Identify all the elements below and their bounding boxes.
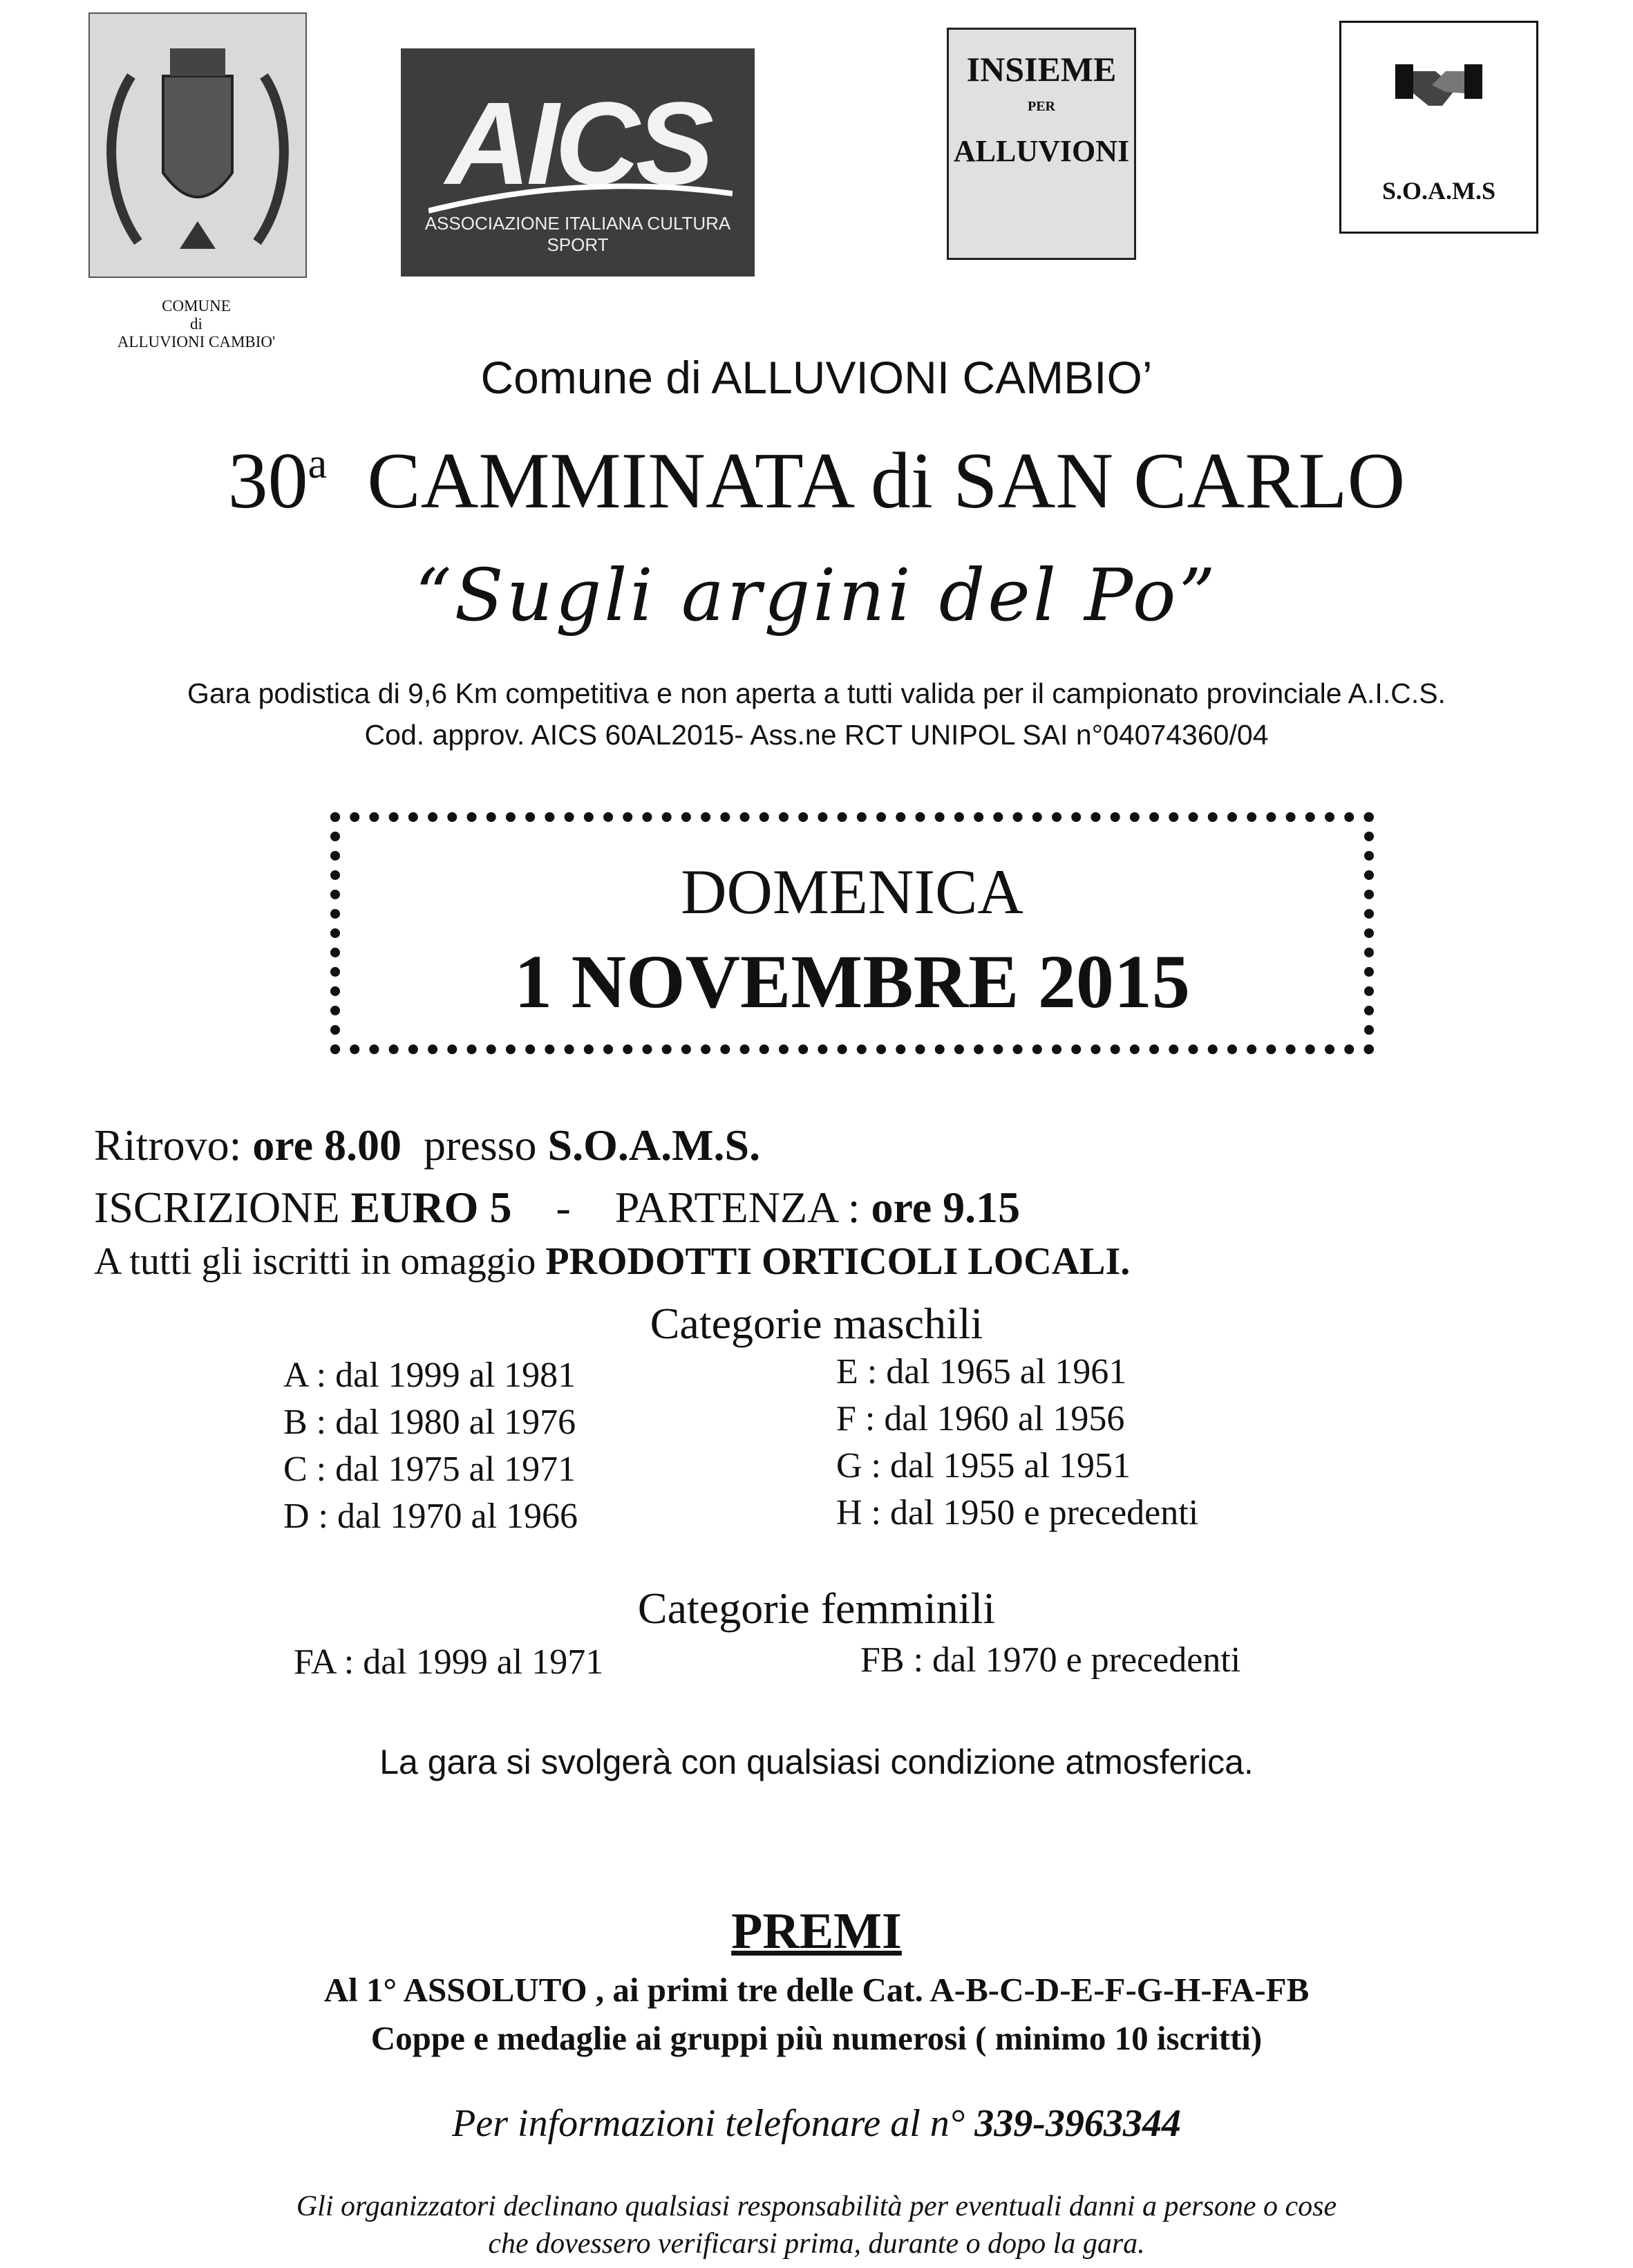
aics-subtitle: ASSOCIAZIONE ITALIANA CULTURA SPORT	[424, 213, 731, 255]
event-number: 30	[227, 437, 308, 525]
crest-caption	[88, 297, 304, 351]
prizes-line: Al 1° ASSOLUTO , ai primi tre delle Cat. A-B-C-D-E-F-G-H-FA-FB	[323, 1971, 1310, 2009]
category-row: H : dal 1950 e precedenti	[836, 1493, 1199, 1533]
ritrovo-time: ore 8.00	[252, 1121, 402, 1170]
aics-wordmark: AICS	[445, 78, 710, 209]
soams-logo	[1339, 21, 1538, 234]
comune-title: Comune di ALLUVIONI CAMBIO’	[480, 352, 1153, 403]
ritrovo-line	[94, 1120, 760, 1171]
ritrovo-place: S.O.A.M.S.	[547, 1121, 761, 1170]
comune-crest-logo	[88, 12, 307, 278]
handshake-icon	[1394, 50, 1484, 126]
event-title	[0, 435, 1633, 527]
crest-caption-line: di	[190, 315, 202, 332]
separator: -	[556, 1183, 571, 1232]
crest-icon	[90, 14, 305, 277]
iscrizione-line	[94, 1182, 1020, 1233]
disclaimer-line: Gli organizzatori declinano qualsiasi responsabilità per eventuali danni a persone o cose	[296, 2191, 1337, 2222]
iscrizione-label: ISCRIZIONE	[94, 1183, 340, 1232]
aics-logo	[401, 48, 755, 277]
date-day: DOMENICA	[681, 856, 1023, 927]
category-row: B : dal 1980 al 1976	[283, 1403, 576, 1442]
male-categories-heading: Categorie maschili	[650, 1299, 983, 1348]
category-row: E : dal 1965 al 1961	[836, 1352, 1127, 1391]
category-row: D : dal 1970 al 1966	[283, 1497, 578, 1536]
event-subtitle: “Sugli argini del Po”	[415, 553, 1218, 637]
weather-note: La gara si svolgerà con qualsiasi condizione atmosferica.	[379, 1743, 1254, 1781]
event-name: CAMMINATA di SAN CARLO	[367, 437, 1406, 525]
female-categories-heading: Categorie femminili	[637, 1584, 996, 1633]
category-row: A : dal 1999 al 1981	[283, 1356, 576, 1395]
contact-text: Per informazioni telefonare al n°	[452, 2102, 965, 2145]
prizes-heading: PREMI	[731, 1903, 902, 1960]
disclaimer-line: che dovessero verificarsi prima, durante o dopo la gara.	[488, 2228, 1145, 2260]
category-row: F : dal 1960 al 1956	[836, 1399, 1125, 1438]
omaggio-text: A tutti gli iscritti in omaggio	[94, 1240, 536, 1283]
date-full: 1 NOVEMBRE 2015	[514, 939, 1190, 1024]
iscrizione-price: EURO 5	[350, 1183, 512, 1232]
approval-code: Cod. approv. AICS 60AL2015- Ass.ne RCT UNIPOL SAI n°04074360/04	[364, 719, 1269, 751]
prizes-line: Coppe e medaglie ai gruppi più numerosi ( minimo 10 iscritti)	[370, 2019, 1263, 2057]
contact-line	[0, 2101, 1633, 2146]
category-row: C : dal 1975 al 1971	[283, 1450, 576, 1489]
crest-caption-line: COMUNE	[162, 297, 231, 315]
swoosh-icon	[428, 180, 733, 214]
partenza-label: PARTENZA :	[614, 1183, 860, 1232]
event-number-suffix: a	[308, 440, 328, 487]
ritrovo-label: Ritrovo:	[94, 1121, 242, 1170]
partenza-time: ore 9.15	[871, 1183, 1021, 1232]
category-row: FB : dal 1970 e precedenti	[860, 1640, 1241, 1680]
soams-label: S.O.A.M.S	[1381, 177, 1496, 205]
insieme-word: PER	[1028, 99, 1055, 114]
insieme-word: ALLUVIONI	[953, 134, 1130, 168]
insieme-per-alluvioni-logo	[947, 28, 1136, 260]
ritrovo-place-prefix: presso	[424, 1121, 537, 1170]
category-row: FA : dal 1999 al 1971	[294, 1642, 604, 1682]
race-description: Gara podistica di 9,6 Km competitiva e non aperta a tutti valida per il campionato provinciale A.I.C.S.	[187, 677, 1446, 709]
omaggio-line	[94, 1239, 1130, 1284]
insieme-word: INSIEME	[966, 50, 1117, 88]
omaggio-bold: PRODOTTI ORTICOLI LOCALI.	[545, 1240, 1131, 1283]
contact-phone: 339-3963344	[974, 2102, 1181, 2145]
category-row: G : dal 1955 al 1951	[836, 1446, 1131, 1486]
crest-caption-line: ALLUVIONI CAMBIO'	[117, 333, 276, 350]
date-box	[330, 812, 1374, 1054]
